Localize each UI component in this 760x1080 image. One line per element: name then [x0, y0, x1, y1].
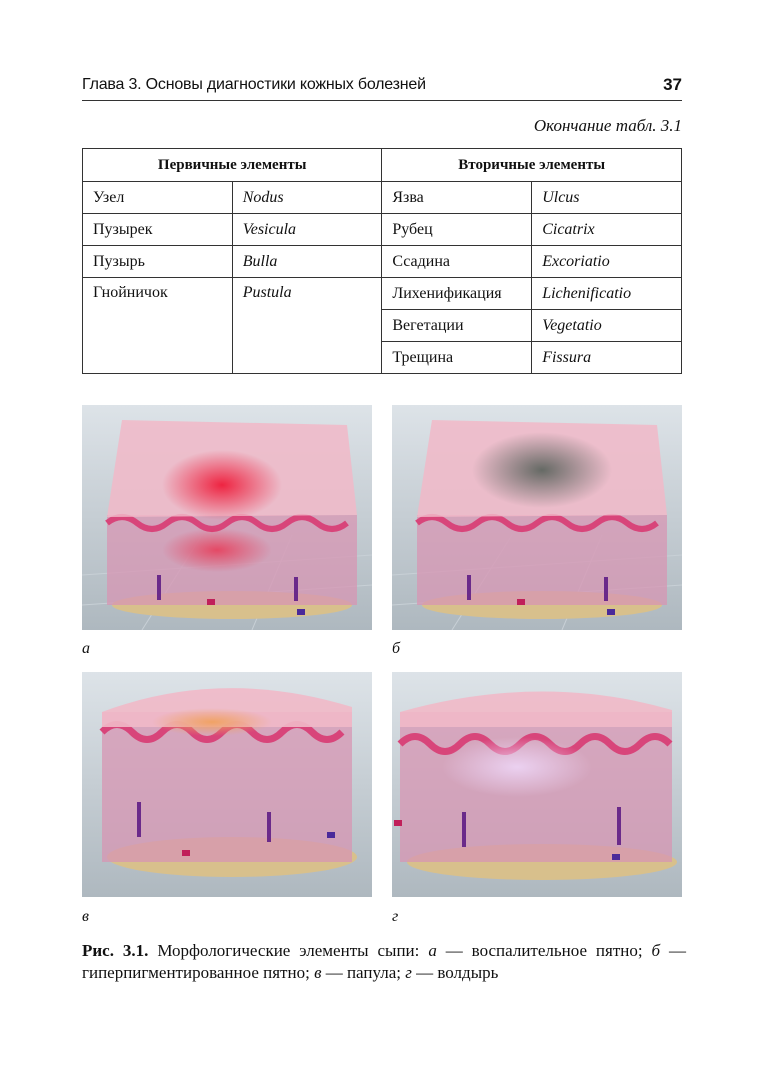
caption-letter-a: а	[428, 941, 437, 960]
secondary-ru: Ссадина	[382, 246, 532, 278]
caption-text-g: — волдырь	[416, 963, 499, 982]
table-row	[83, 182, 682, 214]
caption-letter-b: б	[651, 941, 661, 960]
caption-text-v: — папула;	[325, 963, 401, 982]
secondary-ru: Язва	[382, 182, 532, 214]
table-header-row	[83, 149, 682, 182]
primary-lat: Pustula	[232, 278, 382, 374]
skin-block-b	[392, 405, 682, 630]
panel-g-illustration	[392, 672, 682, 897]
secondary-lat: Cicatrix	[532, 214, 682, 246]
secondary-ru: Трещина	[382, 342, 532, 374]
page-number: 37	[663, 75, 682, 94]
caption-text-b: — гиперпигментированное пятно;	[82, 941, 687, 982]
table-row	[83, 278, 682, 310]
primary-ru: Пузырек	[83, 214, 233, 246]
caption-text-a: — воспалительное пятно;	[445, 941, 643, 960]
figure-caption	[82, 940, 686, 984]
wheal-edema	[442, 737, 592, 797]
primary-ru: Гнойничок	[83, 278, 233, 374]
secondary-lat: Fissura	[532, 342, 682, 374]
running-head	[82, 74, 682, 101]
papule-infiltrate	[152, 708, 272, 736]
secondary-lat: Lichenificatio	[532, 278, 682, 310]
table-caption: Окончание табл. 3.1	[533, 116, 682, 135]
primary-ru: Пузырь	[83, 246, 233, 278]
secondary-lat: Vegetatio	[532, 310, 682, 342]
header-secondary: Вторичные элементы	[382, 149, 682, 182]
skin-block-v	[82, 672, 372, 897]
hyperpigmented-spot	[472, 432, 612, 508]
primary-ru: Узел	[83, 182, 233, 214]
primary-lat: Nodus	[232, 182, 382, 214]
caption-letter-v: в	[314, 963, 322, 982]
header-primary: Первичные элементы	[83, 149, 382, 182]
panel-label-a: а	[82, 640, 90, 657]
skin-block-a	[82, 405, 372, 630]
primary-lat: Vesicula	[232, 214, 382, 246]
secondary-ru: Лихенификация	[382, 278, 532, 310]
caption-letter-g: г	[405, 963, 412, 982]
caption-intro: Морфологические элементы сыпи:	[157, 941, 420, 960]
panel-a-illustration	[82, 405, 372, 630]
panel-b-illustration	[392, 405, 682, 630]
panel-label-b: б	[392, 640, 401, 657]
panel-v-illustration	[82, 672, 372, 897]
inflammatory-spot	[162, 450, 282, 520]
secondary-lat: Excoriatio	[532, 246, 682, 278]
figure-number: Рис. 3.1.	[82, 941, 149, 960]
morphology-table	[82, 148, 682, 374]
table-row	[83, 246, 682, 278]
secondary-ru: Вегетации	[382, 310, 532, 342]
panel-label-g: г	[392, 908, 399, 925]
secondary-lat: Ulcus	[532, 182, 682, 214]
table-row	[83, 214, 682, 246]
panel-label-v: в	[82, 908, 89, 925]
chapter-title: Глава 3. Основы диагностики кожных болезней	[82, 76, 426, 93]
secondary-ru: Рубец	[382, 214, 532, 246]
primary-lat: Bulla	[232, 246, 382, 278]
skin-block-g	[392, 672, 682, 897]
